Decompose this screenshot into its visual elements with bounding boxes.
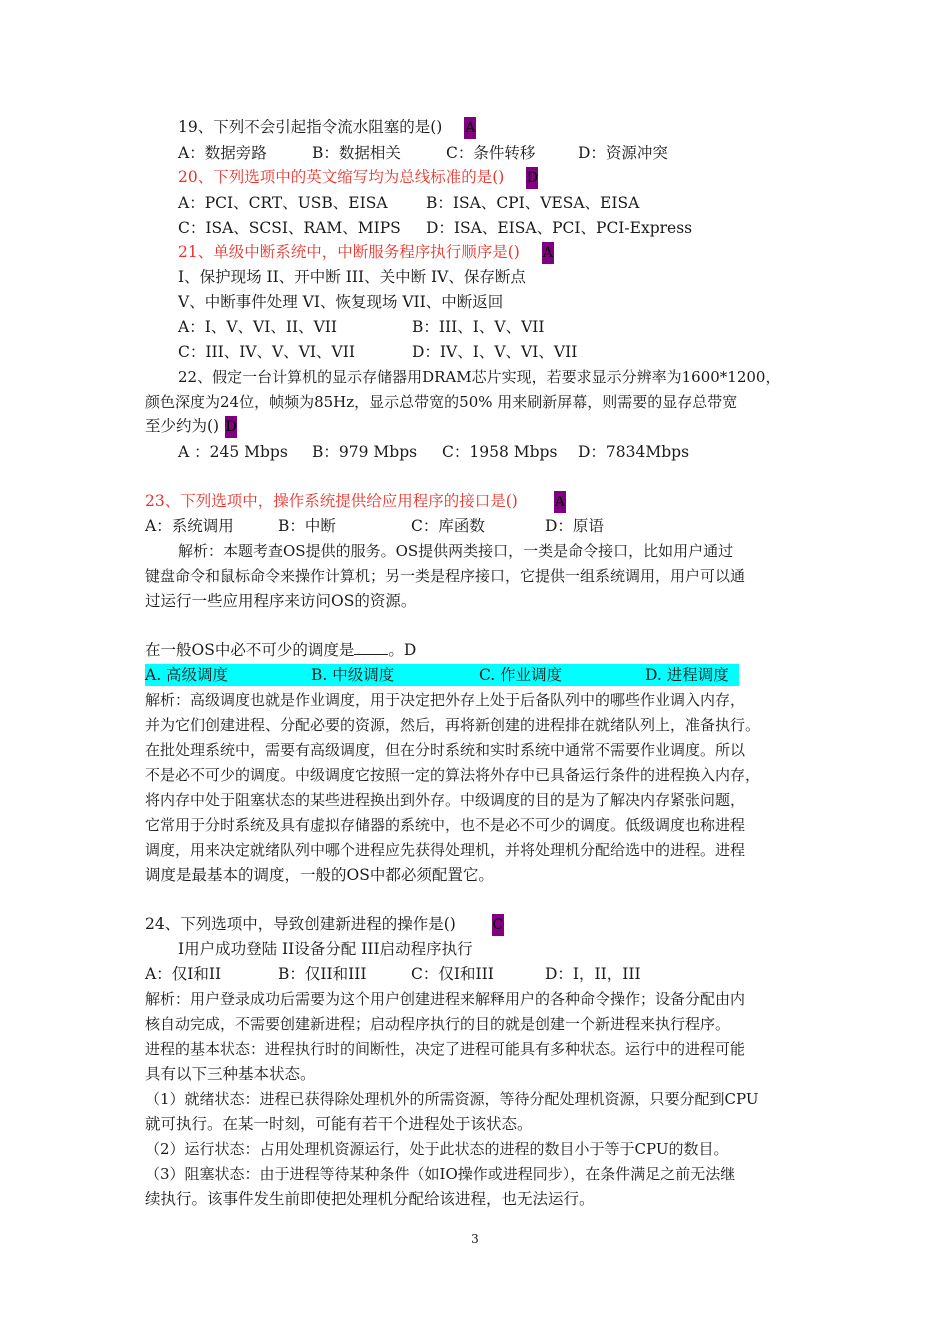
q24-analysis-line1: 解析：用户登录成功后需要为这个用户创建进程来解释用户的各种命令操作；设备分配由内: [145, 990, 746, 1008]
q22-option-d: D：7834Mbps: [578, 443, 690, 461]
q21-items-line1: I、保护现场 II、开中断 III、关中断 IV、保存断点: [178, 268, 526, 286]
q19-option-a: A：数据旁路: [178, 144, 267, 162]
q24-analysis-line5: （1）就绪状态：进程已获得除处理机外的所需资源，等待分配处理机资源，只要分配到CPU: [145, 1090, 759, 1108]
q19-question: 19、下列不会引起指令流水阻塞的是() A: [178, 117, 476, 139]
q24-analysis-line7: （2）运行状态：占用处理机资源运行，处于此状态的进程的数目小于等于CPU的数目。: [145, 1140, 729, 1158]
sched-option-c: C. 作业调度: [479, 666, 563, 684]
sched-analysis-line6: 它常用于分时系统及具有虚拟存储器的系统中，也不是必不可少的调度。低级调度也称进程: [145, 816, 746, 834]
sched-analysis-line2: 并为它们创建进程、分配必要的资源，然后，再将新创建的进程排在就绪队列上，准备执行。: [145, 716, 761, 734]
q21-option-c: C：III、IV、V、VI、VII: [178, 343, 355, 361]
sched-analysis-line4: 不是必不可少的调度。中级调度它按照一定的算法将外存中已具备运行条件的进程换入内存，: [145, 766, 761, 784]
sched-analysis-line5: 将内存中处于阻塞状态的某些进程换出到外存。中级调度的目的是为了解决内存紧张问题，: [145, 791, 746, 809]
sched-analysis-line8: 调度是最基本的调度，一般的OS中都必须配置它。: [145, 866, 494, 884]
q23-option-b: B：中断: [278, 517, 336, 535]
q22-line3: 至少约为() D: [145, 416, 237, 438]
q21-option-b: B：III、I、V、VII: [412, 318, 545, 336]
q23-answer-mark: A: [554, 491, 566, 513]
q21-option-d: D：IV、I、V、VI、VII: [412, 343, 578, 361]
q24-analysis-line8: （3）阻塞状态：由于进程等待某种条件（如IO操作或进程同步），在条件满足之前无法继: [145, 1165, 736, 1183]
q20-option-c: C：ISA、SCSI、RAM、MIPS: [178, 219, 401, 237]
page-number: 3: [471, 1232, 479, 1246]
q20-question: 20、下列选项中的英文缩写均为总线标准的是() D: [178, 167, 538, 189]
q24-analysis-line9: 续执行。该事件发生前即使把处理机分配给该进程，也无法运行。: [145, 1190, 595, 1208]
q24-analysis-line4: 具有以下三种基本状态。: [145, 1065, 316, 1083]
q23-option-a: A：系统调用: [145, 517, 234, 535]
q23-analysis-line2: 键盘命令和鼠标命令来操作计算机；另一类是程序接口，它提供一组系统调用，用户可以通: [145, 567, 746, 585]
sched-analysis-line1: 解析：高级调度也就是作业调度，用于决定把外存上处于后备队列中的哪些作业调入内存，: [145, 691, 746, 709]
q19-option-b: B：数据相关: [312, 144, 401, 162]
q24-option-d: D：I，II，III: [545, 965, 641, 983]
q19-option-c: C：条件转移: [446, 144, 536, 162]
sched-analysis-line7: 调度，用来决定就绪队列中哪个进程应先获得处理机，并将处理机分配给选中的进程。进程: [145, 841, 746, 859]
q23-question: 23、下列选项中，操作系统提供给应用程序的接口是() A: [145, 491, 566, 513]
q24-analysis-line3: 进程的基本状态：进程执行时的间断性，决定了进程可能具有多种状态。运行中的进程可能: [145, 1040, 746, 1058]
q22-answer-mark: D: [225, 416, 237, 438]
q20-option-b: B：ISA、CPI、VESA、EISA: [426, 194, 640, 212]
q24-option-b: B：仅II和III: [278, 965, 367, 983]
q24-question: 24、下列选项中，导致创建新进程的操作是() C: [145, 914, 504, 936]
q21-answer-mark: A: [542, 242, 554, 264]
q20-option-a: A：PCI、CRT、USB、EISA: [178, 194, 388, 212]
q23-analysis-line3: 过运行一些应用程序来访问OS的资源。: [145, 592, 417, 610]
q24-analysis-line2: 核自动完成，不需要创建新进程；启动程序执行的目的就是创建一个新进程来执行程序。: [145, 1015, 731, 1033]
q24-option-c: C：仅I和III: [411, 965, 494, 983]
q21-items-line2: V、中断事件处理 VI、恢复现场 VII、中断返回: [178, 293, 504, 311]
q23-option-c: C：库函数: [411, 517, 485, 535]
q21-option-a: A：I、V、VI、II、VII: [178, 318, 338, 336]
q20-answer-mark: D: [526, 167, 538, 189]
sched-option-d: D. 进程调度: [645, 666, 729, 684]
q24-items: I用户成功登陆 II设备分配 III启动程序执行: [178, 940, 473, 958]
q23-analysis-line1: 解析：本题考查OS提供的服务。OS提供两类接口，一类是命令接口，比如用户通过: [178, 542, 734, 560]
q22-option-b: B：979 Mbps: [312, 443, 418, 461]
q22-option-c: C：1958 Mbps: [442, 443, 558, 461]
q19-option-d: D：资源冲突: [578, 144, 668, 162]
q19-answer-mark: A: [464, 117, 476, 139]
q22-line2: 颜色深度为24位，帧频为85Hz，显示总带宽的50% 用来刷新屏幕，则需要的显存总带宽: [145, 393, 738, 411]
q20-option-d: D：ISA、EISA、PCI、PCI-Express: [426, 219, 693, 237]
sched-option-a: A. 高级调度: [145, 666, 229, 684]
q24-analysis-line6: 就可执行。在某一时刻，可能有若干个进程处于该状态。: [145, 1115, 533, 1133]
q24-option-a: A：仅I和II: [145, 965, 222, 983]
sched-blank: [354, 640, 388, 655]
q22-option-a: A ：245 Mbps: [178, 443, 288, 461]
q23-option-d: D：原语: [545, 517, 604, 535]
sched-analysis-line3: 在批处理系统中，需要有高级调度，但在分时系统和实时系统中通常不需要作业调度。所以: [145, 741, 746, 759]
q24-answer-mark: C: [492, 914, 504, 936]
q22-line1: 22、假定一台计算机的显示存储器用DRAM芯片实现，若要求显示分辨率为1600*1200，: [178, 368, 781, 386]
sched-option-b: B. 中级调度: [311, 666, 395, 684]
q21-question: 21、单级中断系统中，中断服务程序执行顺序是() A: [178, 242, 554, 264]
sched-question: 在一般OS中必不可少的调度是 。D: [145, 641, 417, 659]
